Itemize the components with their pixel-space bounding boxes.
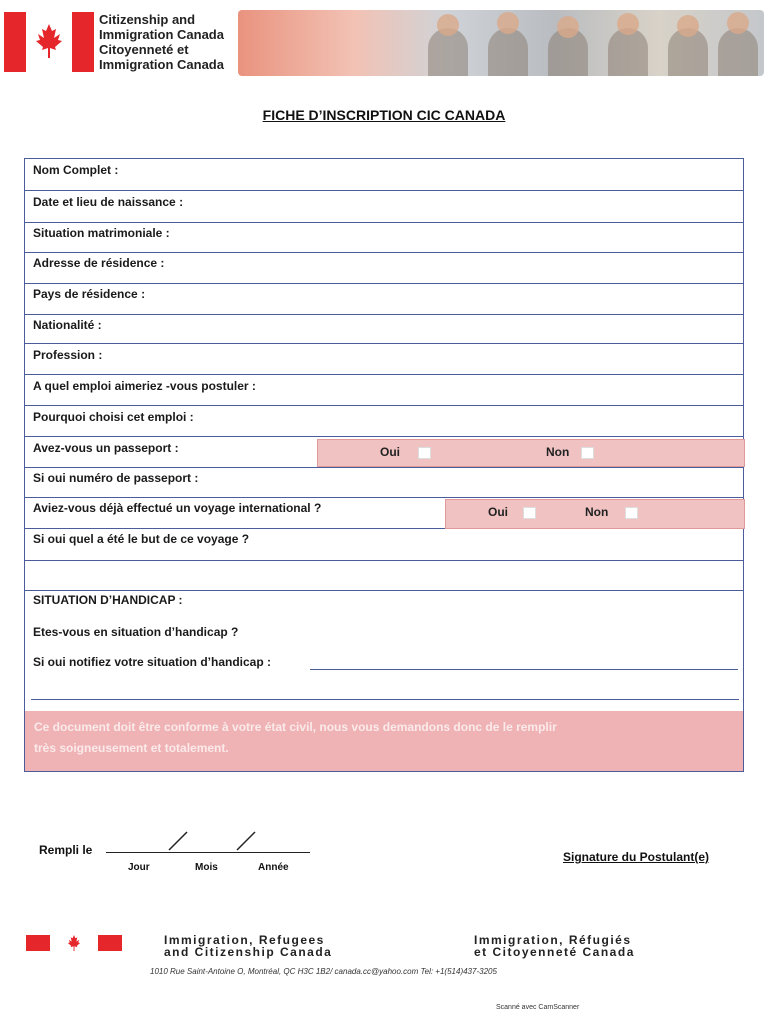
row-country[interactable] [25, 284, 743, 315]
travel-yes-checkbox[interactable] [523, 507, 536, 519]
row-marital[interactable] [25, 223, 743, 253]
date-slashes [165, 830, 265, 854]
row-full-name[interactable] [25, 159, 743, 191]
passport-yes-checkbox[interactable] [418, 447, 431, 459]
passport-no-label: Non [546, 445, 570, 459]
label-profession: Profession : [33, 348, 103, 362]
label-country: Pays de résidence : [33, 287, 146, 301]
row-travel-purpose-answer[interactable] [25, 561, 743, 591]
footer-maple-leaf-icon [56, 935, 92, 951]
notice-line-1: Ce document doit être conforme à votre état civil, nous vous demandons donc de le remplir [34, 720, 557, 734]
row-profession[interactable] [25, 344, 743, 375]
maple-leaf-icon [36, 24, 62, 58]
footer-english-name: Immigration, Refugees and Citizenship Canada [164, 933, 333, 959]
notice-line-2: très soigneusement et totalement. [34, 741, 229, 755]
label-travel-purpose: Si oui quel a été le but de ce voyage ? [33, 532, 250, 546]
month-label: Mois [195, 862, 218, 873]
row-passport-question [25, 437, 743, 468]
row-nationality[interactable] [25, 315, 743, 344]
label-marital: Situation matrimoniale : [33, 226, 170, 240]
footer-french-name: Immigration, Réfugiés et Citoyenneté Canada [474, 933, 635, 959]
label-address: Adresse de résidence : [33, 256, 165, 270]
passport-yes-label: Oui [380, 445, 400, 459]
day-label: Jour [128, 862, 150, 873]
label-passport-question: Avez-vous un passeport : [33, 441, 179, 455]
handicap-title: SITUATION D’HANDICAP : [33, 593, 183, 607]
filled-on-label: Rempli le [39, 843, 93, 857]
handicap-notify-line[interactable] [310, 669, 738, 670]
row-address[interactable] [25, 253, 743, 284]
brand-wordmark: Citizenship and Immigration Canada Citoyenneté et Immigration Canada [99, 12, 224, 72]
passport-no-checkbox[interactable] [581, 447, 594, 459]
row-why-job[interactable] [25, 406, 743, 437]
canada-flag-logo [4, 12, 94, 72]
header-banner-image [238, 10, 764, 76]
row-travel-purpose[interactable] [25, 529, 743, 561]
row-job-wanted[interactable] [25, 375, 743, 406]
row-birth[interactable] [25, 191, 743, 223]
travel-yes-label: Oui [488, 505, 508, 519]
year-label: Année [258, 862, 289, 873]
travel-options [445, 499, 745, 529]
travel-no-label: Non [585, 505, 609, 519]
label-nationality: Nationalité : [33, 318, 102, 332]
label-handicap-question: Etes-vous en situation d’handicap ? [33, 625, 239, 639]
page-title: FICHE D’INSCRIPTION CIC CANADA [262, 107, 506, 123]
row-passport-number[interactable] [25, 468, 743, 498]
notice-box [25, 711, 743, 771]
travel-no-checkbox[interactable] [625, 507, 638, 519]
label-full-name: Nom Complet : [33, 163, 119, 177]
scanner-watermark: Scanné avec CamScanner [496, 1004, 580, 1011]
registration-form [24, 158, 744, 772]
label-birth: Date et lieu de naissance : [33, 195, 184, 209]
label-job-wanted: A quel emploi aimeriez -vous postuler : [33, 379, 256, 393]
footer-flag-right [98, 935, 122, 951]
footer-address: 1010 Rue Saint-Antoine O, Montréal, QC H3C 1B2/ canada.cc@yahoo.com Tel: +1(514)437-3205 [150, 967, 497, 976]
applicant-signature-label: Signature du Postulant(e) [563, 850, 710, 864]
footer-flag-left [26, 935, 50, 951]
label-why-job: Pourquoi choisi cet emploi : [33, 410, 194, 424]
label-passport-number: Si oui numéro de passeport : [33, 471, 199, 485]
passport-options [317, 439, 745, 467]
row-travel-question [25, 498, 743, 529]
label-handicap-notify: Si oui notifiez votre situation d’handicap : [33, 655, 272, 669]
label-travel-question: Aviez-vous déjà effectué un voyage international ? [33, 501, 322, 515]
handicap-extra-line[interactable] [31, 699, 739, 700]
